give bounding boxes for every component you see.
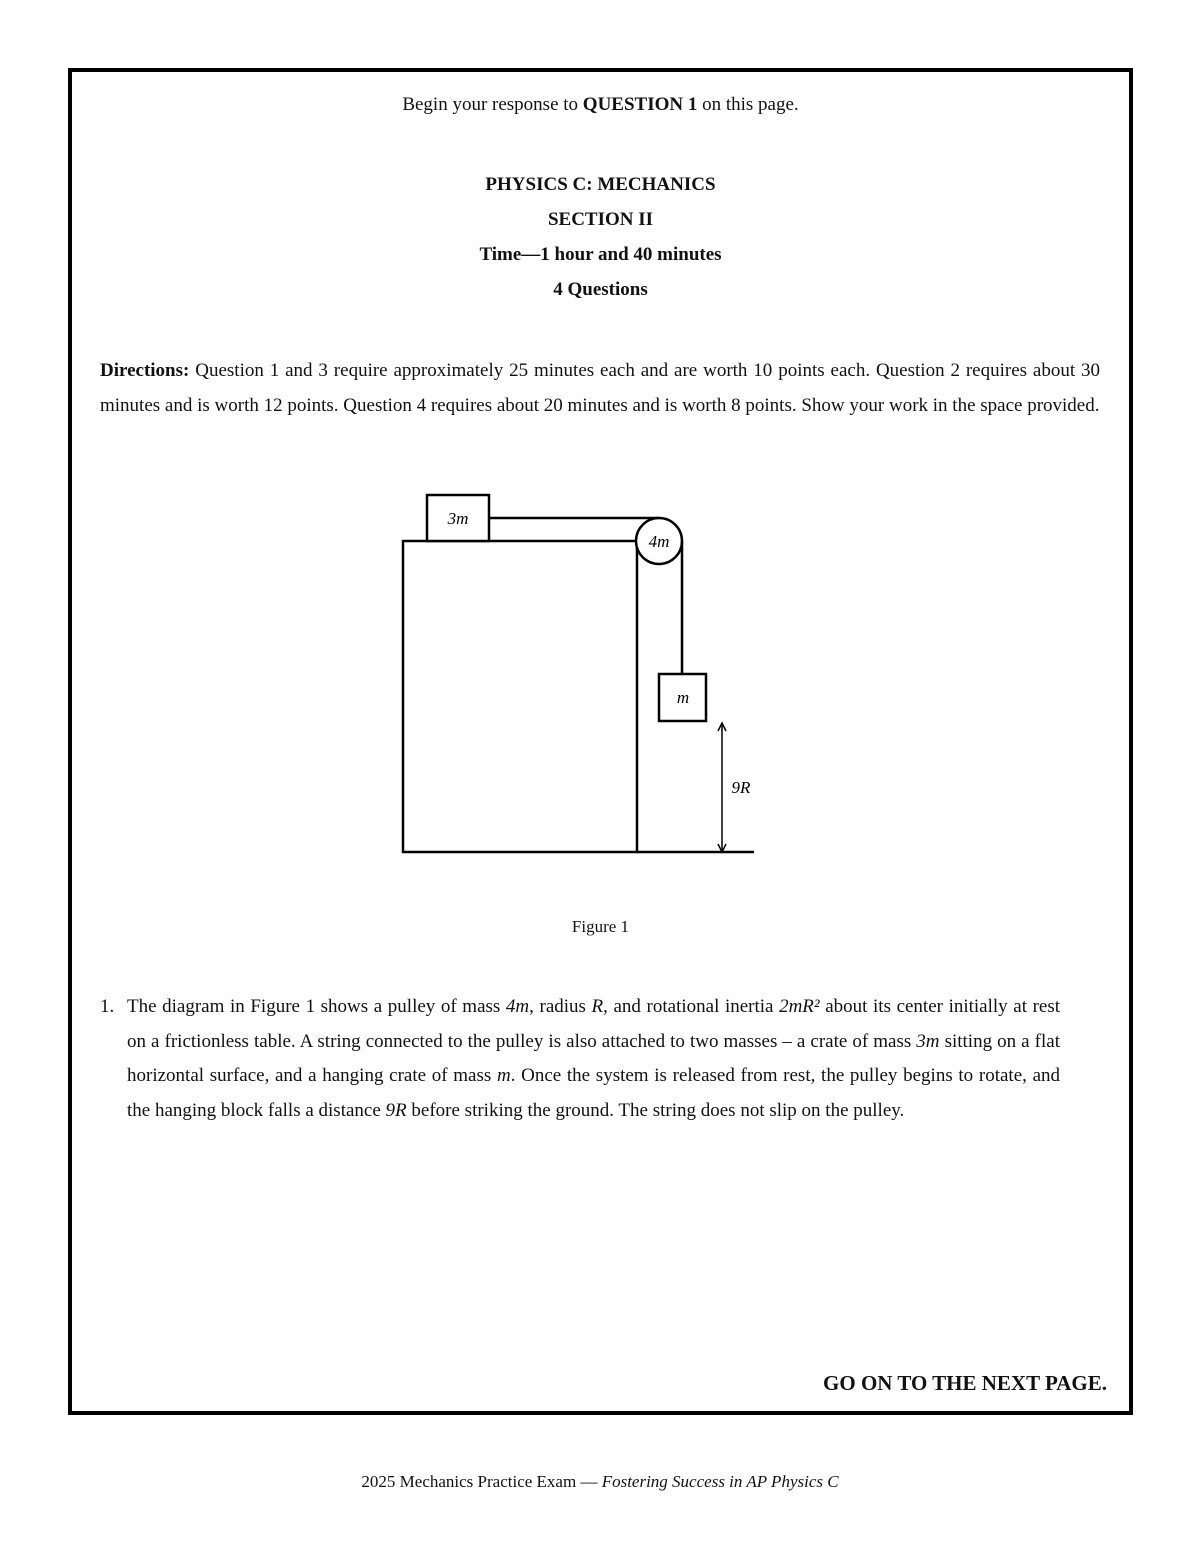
math-R: R (591, 996, 604, 1017)
go-on-next-page: GO ON TO THE NEXT PAGE. (823, 1371, 1107, 1395)
question-number: 1. (100, 996, 115, 1017)
math-3m: 3m (916, 1030, 940, 1052)
page-footer: 2025 Mechanics Practice Exam — Fostering Success in AP Physics C (361, 1472, 839, 1491)
directions-text: Question 1 and 3 require approximately 25 minutes each and are worth 10 points each. Question 2 requires about 30 minutes and is worth 12 points. Question 4 requires about 20 minutes and is worth 8 points. Show your work in the space provided. (100, 360, 1100, 416)
question-1 (100, 990, 1060, 1128)
exam-title: PHYSICS C: MECHANICS (485, 174, 716, 195)
table-block (403, 541, 637, 852)
question-count: 4 Questions (553, 279, 648, 300)
question-ref: QUESTION 1 (582, 94, 698, 115)
exam-page-frame (68, 68, 1133, 1415)
directions-lead: Directions: (100, 360, 190, 381)
label-9R: 9R (731, 778, 751, 797)
pulley-diagram (72, 72, 1129, 1411)
section-title: SECTION II (547, 209, 654, 230)
footer-italic: Fostering Success in AP Physics C (601, 1472, 839, 1491)
math-9R: 9R (385, 1099, 407, 1121)
math-4m: 4m (505, 996, 530, 1017)
math-inertia: 2mR² (779, 996, 820, 1017)
math-m: m (496, 1065, 511, 1086)
time-allowed: Time—1 hour and 40 minutes (479, 244, 722, 265)
question-text: The diagram in Figure 1 shows a pulley of mass 4m, radius R, and rotational inertia 2mR² about its center initially at rest on a frictionless table. A string connected to the pulley is also attached to two masses – a crate of mass 3m sitting on a flat horizontal surface, and a hanging crate of mass m. Once the system is released from rest, the pulley begins to rotate, and the hanging block falls a distance 9R before striking the ground. The string does not slip on the pulley. (127, 996, 1061, 1121)
label-4m: 4m (648, 532, 670, 551)
label-3m: 3m (447, 509, 469, 528)
label-m: m (676, 688, 690, 707)
begin-response-line: Begin your response to QUESTION 1 on this page. (402, 94, 799, 115)
figure-caption: Figure 1 (571, 917, 630, 936)
